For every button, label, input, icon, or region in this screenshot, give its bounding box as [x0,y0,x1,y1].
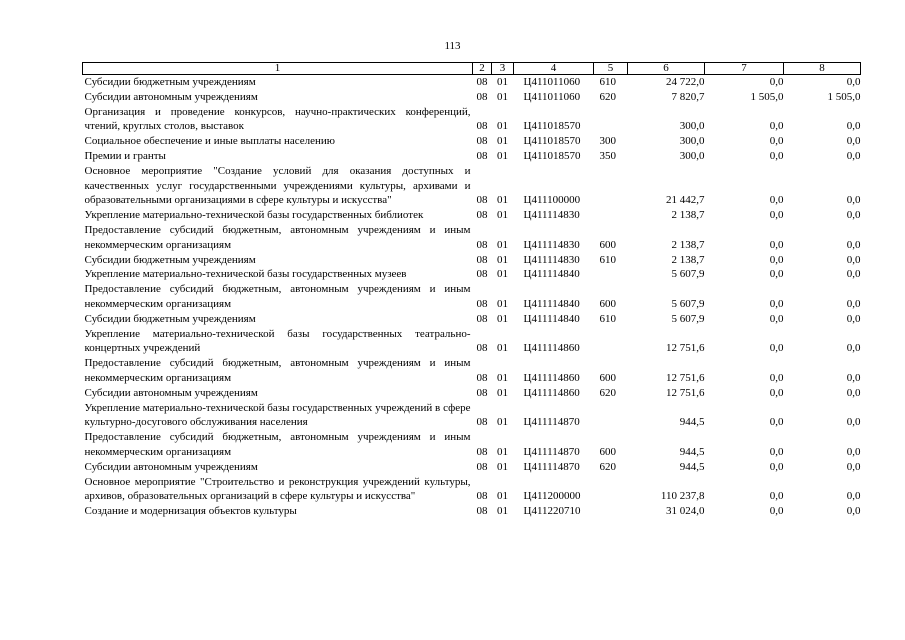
row-name: Субсидии автономным учреждениям [84,90,258,103]
table-row [83,460,861,475]
row-subsection: 01 [497,490,508,503]
row-target-item: Ц411200000 [523,490,581,503]
row-amount-year2: 0,0 [769,194,784,207]
row-amount-year1: 944,5 [679,460,705,473]
row-name: Предоставление субсидий бюджетным, автономным учреждениям и иным некоммерческим организациям [84,431,471,458]
row-expense-type [594,475,628,505]
row-subsection: 01 [497,149,508,162]
row-target-item: Ц411114860 [523,342,580,355]
row-subsection: 01 [497,505,508,518]
row-amount-year1: 110 237,8 [660,490,705,503]
row-amount-year1: 24 722,0 [666,76,705,88]
row-amount-year2: 1 505,0 [750,90,784,103]
row-name: Субсидии бюджетным учреждениям [84,312,256,325]
row-target-item: Ц411114830 [523,253,580,266]
row-expense-type [594,208,628,223]
row-name: Укрепление материально-технической базы государственных библиотек [84,209,424,222]
row-amount-year2: 0,0 [769,76,784,88]
table-row [83,401,861,431]
row-subsection: 01 [497,194,508,207]
row-name: Премии и гранты [84,149,166,162]
row-subsection: 01 [497,460,508,473]
row-amount-year3: 0,0 [846,149,861,162]
row-name: Создание и модернизация объектов культуры [84,505,297,518]
row-expense-type: 600 [599,297,616,310]
row-amount-year2: 0,0 [769,297,784,310]
table-body [83,75,861,519]
row-amount-year3: 0,0 [846,490,861,503]
row-subsection: 01 [497,238,508,251]
row-section: 08 [476,490,488,503]
column-header-expense-type: 5 [594,63,628,75]
table-row [83,208,861,223]
row-amount-year1: 5 607,9 [671,297,705,310]
row-section: 08 [476,76,488,88]
row-section: 08 [476,135,488,148]
row-section: 08 [476,445,488,458]
table-row [83,90,861,105]
row-name: Социальное обеспечение и иные выплаты населению [84,135,336,148]
row-name: Субсидии автономным учреждениям [84,460,258,473]
row-target-item: Ц411114870 [523,416,580,429]
table-row [83,134,861,149]
row-subsection: 01 [497,253,508,266]
table-row [83,312,861,327]
table-row [83,327,861,357]
row-amount-year1: 21 442,7 [666,194,705,207]
column-header-amount-year1: 6 [628,63,705,75]
row-section: 08 [476,371,488,384]
column-header-target-item: 4 [514,63,594,75]
row-target-item: Ц411114870 [523,445,580,458]
row-name: Укрепление материально-технической базы государственных театрально-концертных учреждений [84,327,471,355]
row-amount-year3: 0,0 [846,120,861,133]
row-amount-year2: 0,0 [769,371,784,384]
row-amount-year2: 0,0 [769,209,784,222]
row-amount-year3: 0,0 [846,416,861,429]
table-row [83,253,861,268]
row-subsection: 01 [497,268,508,281]
row-section: 08 [476,209,488,222]
row-amount-year2: 0,0 [769,505,784,518]
table-row [83,267,861,282]
row-amount-year1: 944,5 [679,445,705,458]
row-amount-year3: 0,0 [846,238,861,251]
row-amount-year2: 0,0 [769,416,784,429]
row-name: Основное мероприятие "Создание условий для оказания доступных и качественных услуг государственными учреждениями культуры, архивами и образовательными организациями в сфере культуры и искусства" [84,164,471,207]
row-amount-year3: 0,0 [846,76,861,88]
row-subsection: 01 [497,445,508,458]
row-target-item: Ц411011060 [523,76,581,88]
row-amount-year1: 5 607,9 [671,312,705,325]
row-expense-type: 620 [599,460,616,473]
row-amount-year3: 0,0 [846,135,861,148]
row-amount-year1: 2 138,7 [671,238,705,251]
row-amount-year1: 300,0 [679,149,705,162]
row-name: Предоставление субсидий бюджетным, автономным учреждениям и иным некоммерческим организациям [84,357,471,384]
row-section: 08 [476,253,488,266]
row-amount-year1: 5 607,9 [671,268,705,281]
row-subsection: 01 [497,297,508,310]
row-subsection: 01 [497,342,508,355]
row-target-item: Ц411114830 [523,209,580,222]
row-amount-year2: 0,0 [769,238,784,251]
row-section: 08 [476,238,488,251]
table-row [83,386,861,401]
row-amount-year1: 12 751,6 [666,342,705,355]
row-target-item: Ц411018570 [523,149,581,162]
table-header [83,63,861,75]
row-target-item: Ц411114840 [523,297,580,310]
row-target-item: Ц411114860 [523,371,580,384]
table-row [83,475,861,505]
row-name: Укрепление материально-технической базы государственных музеев [84,268,407,281]
row-amount-year2: 0,0 [769,135,784,148]
row-name: Основное мероприятие "Строительство и реконструкция учреждений культуры, архивов, образовательных организаций в сфере культуры и искусства" [84,475,471,503]
row-amount-year2: 0,0 [769,460,784,473]
row-target-item: Ц411018570 [523,120,581,133]
column-header-subsection: 3 [492,63,514,75]
row-target-item: Ц411018570 [523,135,581,148]
row-expense-type [594,105,628,135]
budget-table [82,62,861,519]
row-name: Субсидии бюджетным учреждениям [84,253,256,266]
row-section: 08 [476,149,488,162]
row-amount-year1: 2 138,7 [671,209,705,222]
row-subsection: 01 [497,120,508,133]
row-expense-type: 600 [599,238,616,251]
row-section: 08 [476,297,488,310]
row-amount-year2: 0,0 [769,149,784,162]
column-header-section: 2 [473,63,492,75]
row-section: 08 [476,194,488,207]
row-section: 08 [476,505,488,518]
row-target-item: Ц411220710 [523,505,581,518]
row-amount-year3: 0,0 [846,505,861,518]
row-amount-year3: 0,0 [846,371,861,384]
row-subsection: 01 [497,386,508,399]
row-target-item: Ц411114870 [523,460,580,473]
row-amount-year2: 0,0 [769,445,784,458]
row-amount-year1: 2 138,7 [671,253,705,266]
row-expense-type [594,267,628,282]
row-amount-year2: 0,0 [769,253,784,266]
row-section: 08 [476,342,488,355]
row-amount-year1: 31 024,0 [666,505,705,518]
row-expense-type: 300 [599,135,616,148]
row-amount-year1: 300,0 [679,120,705,133]
table-row [83,75,861,90]
row-expense-type: 600 [599,371,616,384]
row-name: Организация и проведение конкурсов, научно-практических конференций, чтений, круглых столов, выставок [84,105,471,133]
row-amount-year2: 0,0 [769,120,784,133]
table-row [83,430,861,460]
row-amount-year1: 944,5 [679,416,705,429]
row-amount-year1: 7 820,7 [671,90,705,103]
column-header-amount-year2: 7 [705,63,784,75]
table-row [83,164,861,208]
row-target-item: Ц411100000 [523,194,581,207]
row-expense-type [594,504,628,519]
table-row [83,282,861,312]
table-row [83,223,861,253]
row-amount-year2: 0,0 [769,386,784,399]
table-row [83,105,861,135]
row-amount-year3: 0,0 [846,297,861,310]
row-amount-year3: 0,0 [846,445,861,458]
row-section: 08 [476,90,488,103]
row-subsection: 01 [497,135,508,148]
table-row [83,149,861,164]
row-subsection: 01 [497,416,508,429]
row-name: Субсидии автономным учреждениям [84,386,258,399]
column-header-name: 1 [83,63,473,75]
row-expense-type: 620 [599,90,616,103]
row-amount-year3: 1 505,0 [827,90,861,103]
row-target-item: Ц411114840 [523,268,580,281]
row-amount-year2: 0,0 [769,490,784,503]
row-subsection: 01 [497,76,508,88]
row-expense-type [594,401,628,431]
row-section: 08 [476,416,488,429]
row-name: Укрепление материально-технической базы государственных учреждений в сфере культурно-досугового обслуживания населения [84,401,471,429]
row-expense-type: 600 [599,445,616,458]
row-amount-year3: 0,0 [846,460,861,473]
table-row [83,504,861,519]
row-amount-year2: 0,0 [769,312,784,325]
row-target-item: Ц411011060 [523,90,581,103]
row-subsection: 01 [497,312,508,325]
row-section: 08 [476,460,488,473]
row-amount-year1: 12 751,6 [666,371,705,384]
row-amount-year1: 12 751,6 [666,386,705,399]
row-expense-type [594,327,628,357]
table-row [83,356,861,386]
row-section: 08 [476,120,488,133]
row-amount-year1: 300,0 [679,135,705,148]
row-name: Предоставление субсидий бюджетным, автономным учреждениям и иным некоммерческим организациям [84,223,471,251]
row-target-item: Ц411114840 [523,312,580,325]
row-expense-type: 620 [599,386,616,399]
row-section: 08 [476,386,488,399]
row-amount-year3: 0,0 [846,342,861,355]
row-expense-type: 610 [599,312,616,325]
row-expense-type [594,164,628,208]
column-header-amount-year3: 8 [784,63,861,75]
row-amount-year3: 0,0 [846,312,861,325]
row-name: Предоставление субсидий бюджетным, автономным учреждениям и иным некоммерческим организациям [84,283,471,310]
row-section: 08 [476,268,488,281]
row-subsection: 01 [497,371,508,384]
row-target-item: Ц411114860 [523,386,580,399]
row-expense-type: 610 [599,253,616,266]
row-subsection: 01 [497,209,508,222]
row-amount-year3: 0,0 [846,268,861,281]
row-amount-year3: 0,0 [846,194,861,207]
row-amount-year2: 0,0 [769,342,784,355]
row-target-item: Ц411114830 [523,238,580,251]
row-expense-type: 610 [599,76,616,88]
row-section: 08 [476,312,488,325]
row-amount-year3: 0,0 [846,253,861,266]
row-name: Субсидии бюджетным учреждениям [84,76,256,88]
row-amount-year2: 0,0 [769,268,784,281]
row-amount-year3: 0,0 [846,209,861,222]
row-expense-type: 350 [599,149,616,162]
row-amount-year3: 0,0 [846,386,861,399]
row-subsection: 01 [497,90,508,103]
page-number: 113 [444,40,461,52]
